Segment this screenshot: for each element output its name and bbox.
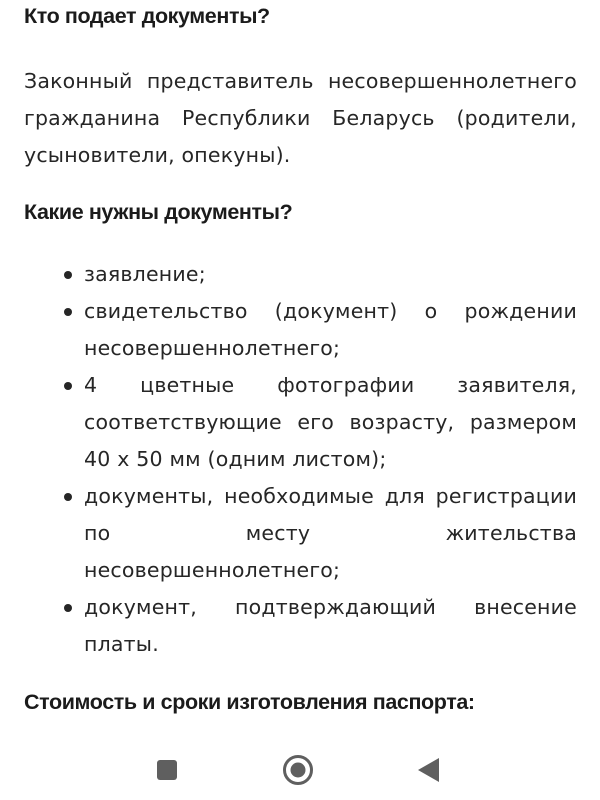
home-icon — [281, 753, 315, 787]
documents-list — [0, 256, 600, 663]
list-item — [0, 478, 577, 589]
list-item-text: документ, подтверждающий внесение платы. — [84, 595, 577, 656]
back-icon — [415, 756, 441, 784]
list-item — [0, 256, 577, 293]
list-item — [0, 367, 577, 478]
list-item — [0, 293, 577, 367]
heading-required-documents: Какие нужны документы? — [24, 200, 293, 224]
list-item — [0, 589, 577, 663]
list-item-text: свидетельство (документ) о рождении несовершеннолетнего; — [84, 299, 577, 360]
list-item-text: заявление; — [84, 262, 206, 286]
back-button[interactable] — [408, 750, 448, 790]
bullet-icon — [64, 271, 72, 279]
bullet-icon — [64, 604, 72, 612]
who-submits-text: Законный представитель несовершеннолетнего гражданина Республики Беларусь (родители, усыновители, опекуны). — [24, 69, 577, 167]
home-button[interactable] — [278, 750, 318, 790]
heading-cost-and-terms: Стоимость и сроки изготовления паспорта: — [24, 690, 475, 714]
list-item-text: 4 цветные фотографии заявителя, соответствующие его возрасту, размером 40 х 50 мм (одним листом); — [84, 373, 577, 471]
bullet-icon — [64, 493, 72, 501]
heading-who-submits: Кто подает документы? — [24, 4, 270, 28]
bullet-icon — [64, 382, 72, 390]
bullet-icon — [64, 308, 72, 316]
recent-apps-button[interactable] — [147, 750, 187, 790]
system-navigation-bar — [0, 730, 600, 800]
list-item-text: документы, необходимые для регистрации по месту жительства несовершеннолетнего; — [84, 484, 577, 582]
recent-apps-icon — [155, 758, 179, 782]
